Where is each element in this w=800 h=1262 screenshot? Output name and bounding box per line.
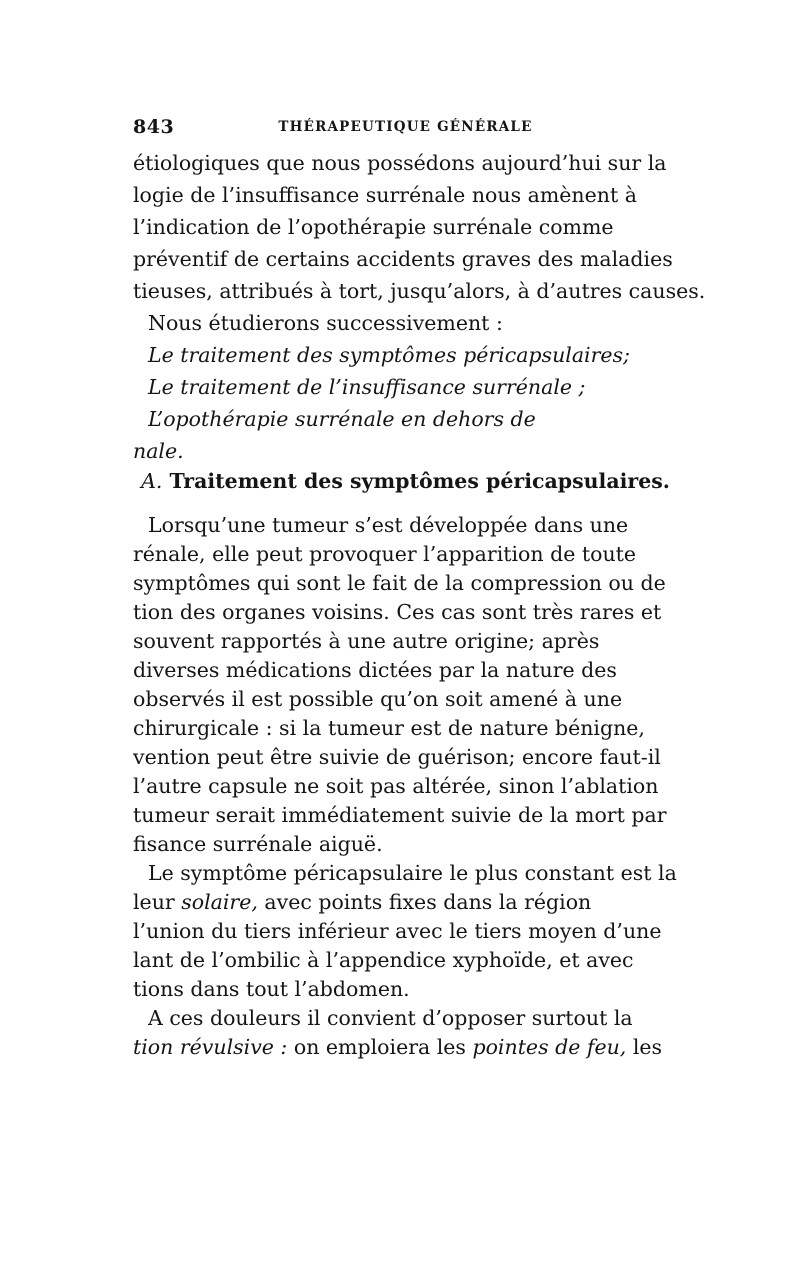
plan-item: Le traitement des symptômes péricapsulaires; (148, 343, 630, 367)
page-number: 843 (133, 116, 175, 138)
text-line: l’union du tiers inférieur avec le tiers moyen d’une (133, 919, 662, 943)
text-line: l’autre capsule ne soit pas altérée, sinon l’ablation (133, 774, 659, 798)
text-line: logie de l’insuffisance surrénale nous amènent à (133, 183, 637, 207)
text-line: tions dans tout l’abdomen. (133, 977, 410, 1001)
text-line: tumeur serait immédiatement suivie de la mort par (133, 803, 667, 827)
running-title: THÉRAPEUTIQUE GÉNÉRALE (278, 119, 533, 135)
text-line: Nous étudierons successivement : (148, 311, 503, 335)
text-line: vention peut être suivie de guérison; encore faut-il (133, 745, 661, 769)
section-title: Traitement des symptômes péricapsulaires. (169, 469, 670, 493)
text-line: tieuses, attribués à tort, jusqu’alors, à d’autres causes. (133, 279, 706, 303)
text-line: rénale, elle peut provoquer l’apparition de toute (133, 542, 637, 566)
plan-item: Le traitement de l’insuffisance surrénale ; (148, 375, 586, 399)
text-line: souvent rapportés à une autre origine; après (133, 629, 600, 653)
text-line: tion des organes voisins. Ces cas sont très rares et (133, 600, 662, 624)
text-line: tion révulsive : on emploiera les pointes de feu, les (133, 1035, 663, 1059)
text-line: leur solaire, avec points fixes dans la région (133, 890, 592, 914)
text-line: fisance surrénale aiguë. (133, 832, 383, 856)
running-head (133, 116, 678, 140)
text-line: chirurgicale : si la tumeur est de nature bénigne, (133, 716, 645, 740)
emphasis: tion révulsive : (133, 1035, 288, 1059)
text-line: diverses médications dictées par la nature des (133, 658, 617, 682)
section-heading (133, 466, 678, 496)
text-line: symptômes qui sont le fait de la compression ou de (133, 571, 666, 595)
emphasis: pointes de feu, (472, 1035, 627, 1059)
text-line: préventif de certains accidents graves des maladies (133, 247, 673, 271)
text-line: A ces douleurs il convient d’opposer surtout la (148, 1006, 633, 1030)
plan-item: L’opothérapie surrénale en dehors de (148, 407, 536, 431)
text-line: l’indication de l’opothérapie surrénale comme (133, 215, 614, 239)
text-line: observés il est possible qu’on soit amené à une (133, 687, 623, 711)
text-line: lant de l’ombilic à l’appendice xyphoïde, et avec (133, 948, 634, 972)
text-line: étiologiques que nous possédons aujourd’hui sur la (133, 151, 667, 175)
text-line: Lorsqu’une tumeur s’est développée dans une (148, 513, 629, 537)
text-line: Le symptôme péricapsulaire le plus constant est la (148, 861, 677, 885)
emphasis: solaire, (181, 890, 258, 914)
plan-item: nale. (133, 439, 184, 463)
section-letter: A. (141, 469, 163, 493)
